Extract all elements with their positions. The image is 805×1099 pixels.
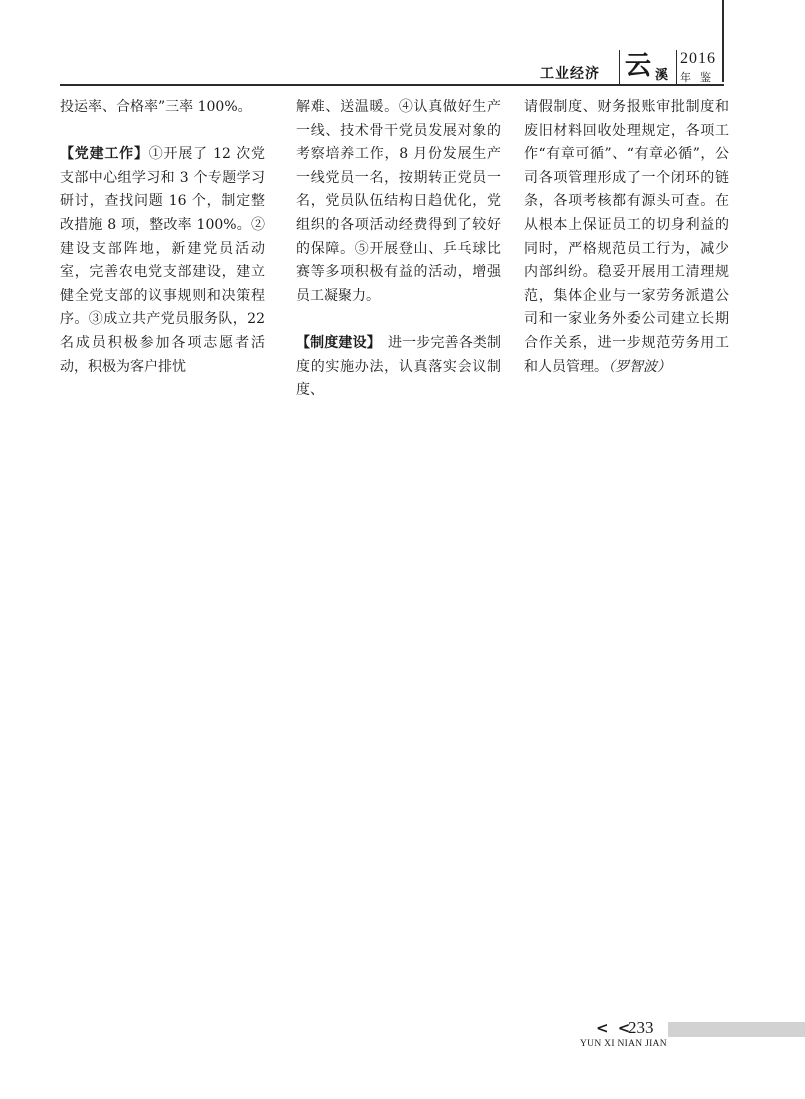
author-credit: （罗智波） bbox=[608, 358, 671, 375]
paragraph-party-building bbox=[60, 143, 265, 379]
brand-xi: 溪 bbox=[655, 68, 669, 83]
page-arrows: < < bbox=[596, 1019, 633, 1037]
page-number: 233 bbox=[628, 1018, 654, 1037]
text-column-1 bbox=[60, 96, 265, 379]
section-heading-system-building: 【制度建设】 bbox=[296, 334, 374, 351]
section-label: 工业经济 bbox=[540, 66, 600, 82]
section-heading-party-building: 【党建工作】 bbox=[60, 146, 149, 163]
yearbook-label: 年鉴 bbox=[680, 71, 720, 84]
paragraph-text: ①开展了 12 次党支部中心组学习和 3 个专题学习研讨，查找问题 16 个，制定整改措施 8 项，整改率 100%。②建设支部阵地，新建党员活动室，完善农电党支部建设，建立健全党支部的议事规则和决策程序。③成立共产党员服务队，22 名成员积极参加各项志愿者活动，积极为客户排忧 bbox=[60, 146, 266, 375]
yearbook-year: 2016 bbox=[680, 50, 716, 67]
paragraph-text: 投运率、合格率”三率 100%。 bbox=[60, 99, 252, 115]
footer-english-title: YUN XI NIAN JIAN bbox=[580, 1039, 667, 1049]
paragraph bbox=[524, 96, 729, 379]
header-rule bbox=[60, 84, 724, 86]
paragraph-text: 解难、送温暖。④认真做好生产一线、技术骨干党员发展对象的考察培养工作，8 月份发展生产一线党员一名，按期转正党员一名，党员队伍结构日趋优化，党组织的各项活动经费得到了较好的保障。⑤开展登山、乒乓球比赛等多项积极有益的活动，增强员工凝聚力。 bbox=[296, 99, 501, 304]
paragraph bbox=[60, 96, 265, 120]
text-column-2 bbox=[296, 96, 501, 403]
paragraph-system-building bbox=[296, 332, 501, 403]
page-bar bbox=[668, 1022, 805, 1037]
paragraph-text: 进一步完善各类制度的实施办法，认真落实会议制度、 bbox=[296, 334, 502, 399]
header-vertical-rule bbox=[722, 0, 724, 82]
paragraph bbox=[296, 96, 501, 308]
text-column-3 bbox=[524, 96, 729, 379]
brand-yun: 云 bbox=[625, 51, 652, 81]
paragraph-text: 请假制度、财务报账审批制度和废旧材料回收处理规定，各项工作“有章可循”、“有章必循”，公司各项管理形成了一个闭环的链条，各项考核都有源头可查。在从根本上保证员工的切身利益的同时，严格规范员工行为，减少内部纠纷。稳妥开展用工清理规范，集体企业与一家劳务派遣公司和一家业务外委公司建立长期合作关系，进一步规范劳务用工和人员管理。 bbox=[524, 99, 729, 375]
